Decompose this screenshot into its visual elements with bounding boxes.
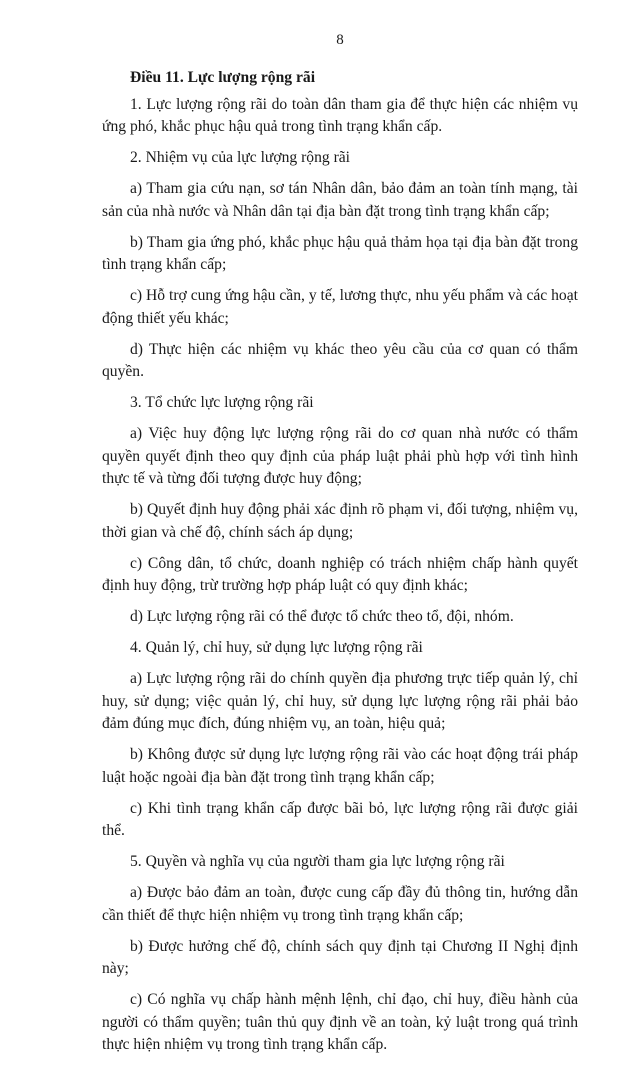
document-body — [102, 67, 578, 1065]
paragraph: 1. Lực lượng rộng rãi do toàn dân tham gia để thực hiện các nhiệm vụ ứng phó, khắc phục hậu quả trong tình trạng khẩn cấp. — [102, 95, 578, 135]
paragraph: 3. Tổ chức lực lượng rộng rãi — [130, 394, 314, 411]
paragraph: 2. Nhiệm vụ của lực lượng rộng rãi — [130, 149, 351, 166]
paragraph: b) Được hưởng chế độ, chính sách quy định tại Chương II Nghị định này; — [102, 937, 578, 977]
page-number: 8 — [336, 32, 344, 48]
paragraph: a) Việc huy động lực lượng rộng rãi do cơ quan nhà nước có thẩm quyền quyết định theo quy định của pháp luật phải phù hợp với tình hình thực tế và từng đối tượng được huy động; — [102, 425, 578, 487]
paragraph: b) Không được sử dụng lực lượng rộng rãi vào các hoạt động trái pháp luật hoặc ngoài địa bàn đặt trong tình trạng khẩn cấp; — [102, 746, 578, 786]
paragraph: b) Tham gia ứng phó, khắc phục hậu quả thảm họa tại địa bàn đặt trong tình trạng khẩn cấp; — [102, 233, 578, 273]
paragraph: c) Công dân, tổ chức, doanh nghiệp có trách nhiệm chấp hành quyết định huy động, trừ trường hợp pháp luật có quy định khác; — [102, 554, 578, 594]
paragraph: 5. Quyền và nghĩa vụ của người tham gia lực lượng rộng rãi — [130, 853, 505, 870]
paragraph: c) Khi tình trạng khẩn cấp được bãi bỏ, lực lượng rộng rãi được giải thể. — [102, 799, 578, 839]
article-title: Điều 11. Lực lượng rộng rãi — [130, 69, 316, 86]
paragraph: a) Tham gia cứu nạn, sơ tán Nhân dân, bảo đảm an toàn tính mạng, tài sản của nhà nước và Nhân dân tại địa bàn đặt trong tình trạng khẩn cấp; — [102, 180, 578, 220]
paragraph: a) Lực lượng rộng rãi do chính quyền địa phương trực tiếp quản lý, chỉ huy, sử dụng; việc quản lý, chỉ huy, sử dụng lực lượng rộng rãi phải bảo đảm đúng mục đích, đúng nhiệm vụ, an toàn, hiệu quả; — [102, 670, 578, 732]
paragraph: 4. Quản lý, chỉ huy, sử dụng lực lượng rộng rãi — [130, 639, 423, 656]
paragraph: a) Được bảo đảm an toàn, được cung cấp đầy đủ thông tin, hướng dẫn cần thiết để thực hiện nhiệm vụ trong tình trạng khẩn cấp; — [102, 884, 578, 924]
paragraph: c) Có nghĩa vụ chấp hành mệnh lệnh, chỉ đạo, chỉ huy, điều hành của người có thẩm quyền; tuân thủ quy định về an toàn, kỷ luật trong quá trình thực hiện nhiệm vụ trong tình trạng khẩn cấp. — [102, 991, 578, 1053]
paragraph: d) Thực hiện các nhiệm vụ khác theo yêu cầu của cơ quan có thẩm quyền. — [102, 340, 578, 380]
paragraph: c) Hỗ trợ cung ứng hậu cần, y tế, lương thực, nhu yếu phẩm và các hoạt động thiết yếu khác; — [102, 287, 578, 327]
paragraph: b) Quyết định huy động phải xác định rõ phạm vi, đối tượng, nhiệm vụ, thời gian và chế độ, chính sách áp dụng; — [102, 501, 578, 541]
paragraph: d) Lực lượng rộng rãi có thể được tổ chức theo tổ, đội, nhóm. — [130, 608, 514, 625]
